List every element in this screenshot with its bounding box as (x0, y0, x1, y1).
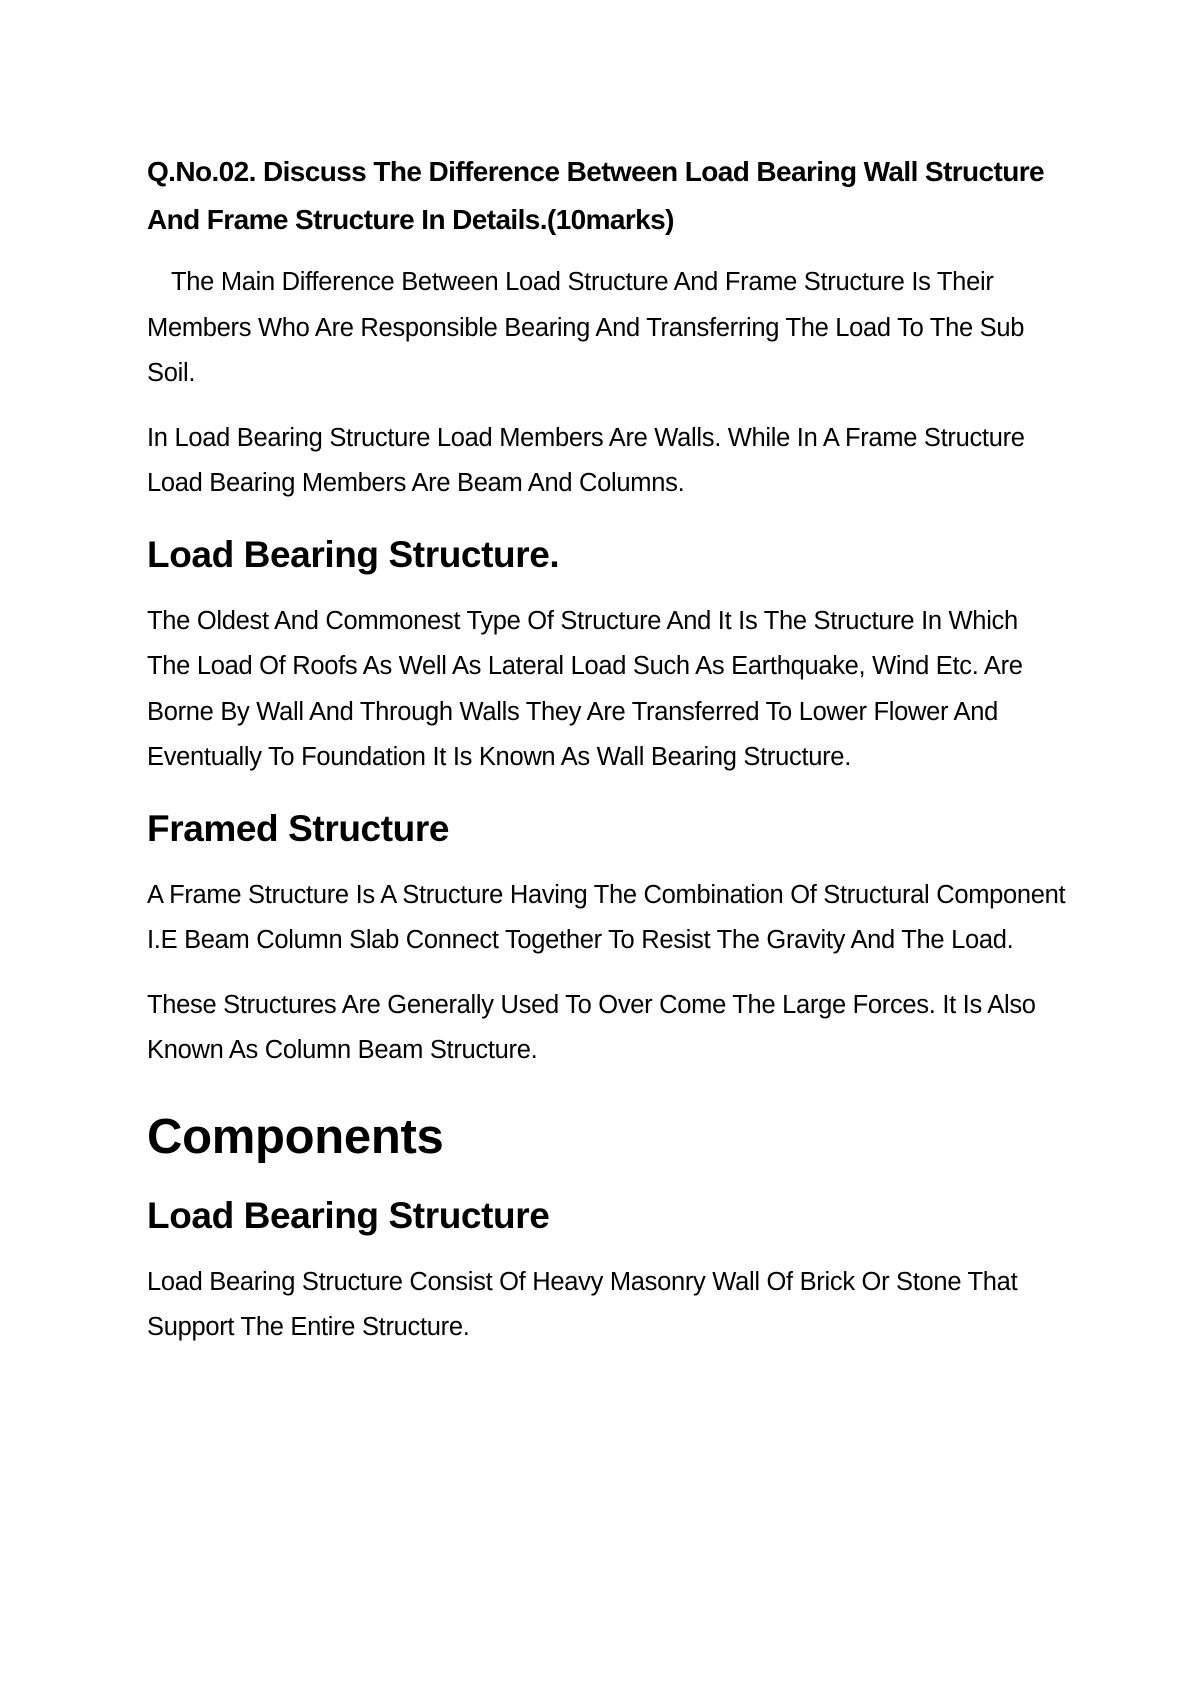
framed-paragraph-2: These Structures Are Generally Used To Over Come The Large Forces. It Is Also Known As Column Beam Structure. (147, 990, 1036, 1064)
subheading-load-bearing-structure: Load Bearing Structure (147, 1194, 550, 1236)
intro-paragraph-1: The Main Difference Between Load Structure And Frame Structure Is Their Members Who Are Responsible Bearing And Transferring The Load To The Sub Soil. (147, 268, 1025, 387)
question-heading: Q.No.02. Discuss The Difference Between Load Bearing Wall Structure And Frame Structure In Details.(10marks) (147, 156, 1044, 235)
section-heading-framed: Framed Structure (147, 807, 450, 849)
document-content (147, 148, 1067, 1370)
intro-paragraph-2: In Load Bearing Structure Load Members Are Walls. While In A Frame Structure Load Bearing Members Are Beam And Columns. (147, 423, 1025, 497)
load-bearing-paragraph: The Oldest And Commonest Type Of Structure And It Is The Structure In Which The Load Of Roofs As Well As Lateral Load Such As Earthquake, Wind Etc. Are Borne By Wall And Through Walls They Are Transferred To Lower Flower And Eventually To Foundation It Is Known As Wall Bearing Structure. (147, 606, 1023, 771)
section-heading-load-bearing: Load Bearing Structure. (147, 533, 560, 575)
components-paragraph: Load Bearing Structure Consist Of Heavy Masonry Wall Of Brick Or Stone That Support The Entire Structure. (147, 1267, 1018, 1341)
framed-paragraph-1: A Frame Structure Is A Structure Having The Combination Of Structural Component I.E Beam Column Slab Connect Together To Resist The Gravity And The Load. (147, 880, 1066, 954)
section-heading-components: Components (147, 1109, 444, 1164)
